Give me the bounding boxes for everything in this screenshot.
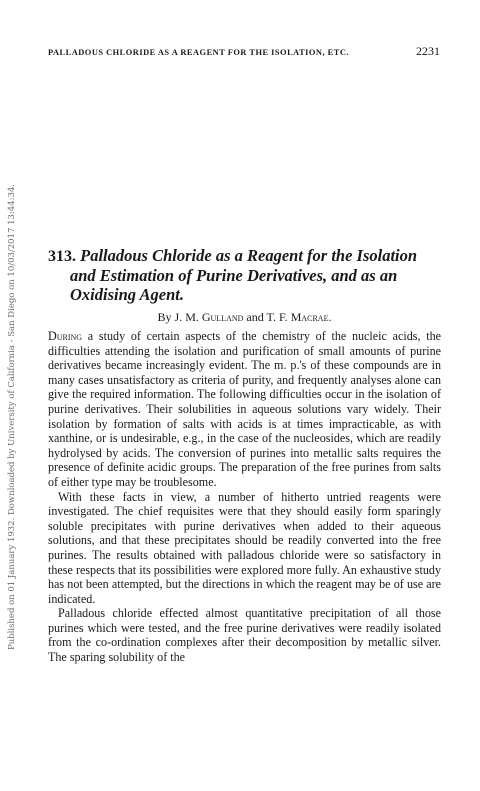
author-by: By J. M. [157, 310, 199, 324]
paragraph-1-text: a study of certain aspects of the chemistry of the nucleic acids, the difficulties attending the isolation and purification of small amounts of purine derivatives became increasingly evident. The m. p.'s of these compounds are in many cases unsatisfactory as criteria of purity, and frequently analyses alone can give the required information. The following difficulties occur in the isolation of purine derivatives. Their solubilities in aqueous solutions vary widely. Their isolation by formation of salts with acids is at times impracticable, as with xanthine, or is undesirable, e.g., in the case of the nucleosides, which are readily hydrolysed by acids. The conversion of purines into metallic salts requires the presence of definite acidic groups. The preparation of the free purines from salts of either type may be troublesome. [48, 329, 441, 489]
paragraph-1 [48, 329, 441, 490]
running-title: PALLADOUS CHLORIDE AS A REAGENT FOR THE ISOLATION, ETC. [48, 48, 349, 57]
author-line [48, 310, 441, 325]
article-title [48, 246, 441, 304]
paragraph-2: With these facts in view, a number of hitherto untried reagents were investigated. The chief requisites were that they should easily form sparingly soluble precipitates with purine derivatives when added to their aqueous solutions, and that these precipitates should be readily converted into the free purines. The results obtained with palladous chloride were so satisfactory in these respects that its possibilities were explored more fully. An exhaustive study has not been attempted, but the directions in which the reagent may be of use are indicated. [48, 489, 441, 606]
article-title-text: Palladous Chloride as a Reagent for the Isolation and Estimation of Purine Derivatives, and as an Oxidising Agent. [70, 246, 418, 304]
paragraph-3: Palladous chloride effected almost quantitative precipitation of all those purines which were tested, and the free purine derivatives were readily isolated from the co-ordination complexes after their decomposition by metallic silver. The sparing solubility of the [48, 606, 441, 665]
article-number: 313. [48, 248, 76, 265]
page-number: 2231 [416, 44, 440, 58]
article-body [48, 329, 441, 665]
author1-surname: Gulland [201, 310, 244, 324]
author2-surname: Macrae. [290, 310, 332, 324]
author-and: and T. F. [246, 310, 288, 324]
dropcap-word: During [48, 329, 83, 343]
article [48, 246, 441, 665]
running-head [48, 44, 440, 59]
download-stamp: Published on 01 January 1932. Downloaded by University of California - San Diego on 10/03/2017 13:44:34. [7, 184, 17, 650]
